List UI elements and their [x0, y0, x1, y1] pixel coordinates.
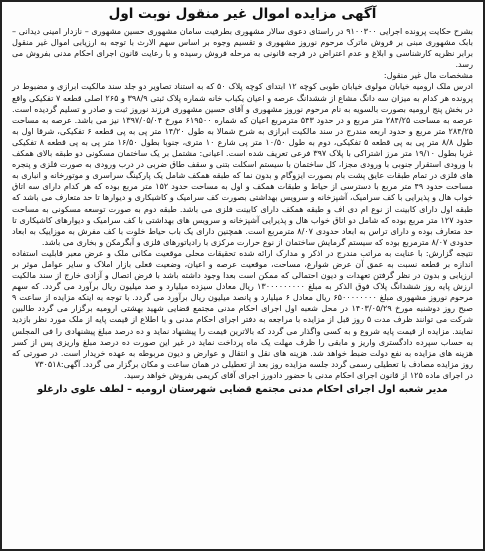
property-heading: مشخصات مال غیر منقول: — [383, 70, 473, 81]
signature-line: مدیر شعبه اول اجرای احکام مدنی مجتمع قضایی شهرستان ارومیه – لطف علوی دارغلو — [37, 384, 448, 395]
law-paragraph: در اجرای ماده ۱۲۵ از قانون اجرای احکام مدنی با حضور دادورز اجرای آقای کریمی بفروش خواهد رسید. — [124, 369, 473, 380]
property-description: ادرس ملک ارومیه خیابان مولوی خیابان طوبی کوچه ۱۲ ابتدای کوچه پلاک ۵۰ که به استناد تصاویر دو جلد سند مالکیت ابرازی و مضبوط در پرونده هر کدام به میزان سه دانگ مشاع از ششدانگ عرصه و اعیان یکباب خانه شماره پلاک ثبتی ۳۹۸/۹ و ۲۶۵ اصلی قطعه ۷ تفکیکی واقع در بخش پنج ارومیه بصورت بالسویه به نام مرحوم نوروز مشهوری و آقای حسین مشهوری فرزند نوروز ثبت و صادر و تسلیم گردیده است. عرصه به مساحت ۲۸۴/۲۵ متر مربع و در حدود ۵۴۳ مترمربع اعیان که شماره ۶۱۹۵۰۰ مورخ ۱۳۹۷/۰۵/۰۴ نیز می باشد. عرصه به مساحت ۲۸۴/۲۵ متر مربع و حدود اربعه مندرج در سند مالکیت ابرازی به شرح شمالا به طول ۱۴/۲۰ متر پی به پی قطعه ۶ تفکیکی، شرقا اول به طول ۸/۸ متر پی به پی قطعه ۵ تفکیکی، دوم به طول ۱۰/۵۰ متر پی شارع ۱۰ متری، جنوبا بطول ۱۶/۵۰ متر پی به پی قطعه ۸ تفکیکی غربا بطول ۱۹/۱۰ متر مرز اشتراکی با پلاک ۳۹۷ فرعی تعریف شده است. اعیانی: مشتمل بر یک ساختمان مسکونی دو طبقه بالای همکف با ورودی استقرار جنوبی با ورودی مجزا، کل ساختمان با سیستم اسکلت بتنی و سقف طاق ضربی در درب ورودی به صورت فلزی و پنجره های فلزی در تمام طبقات عایق پشت بام بصورت ایزوگام و بدون نما که طبقه همکف شامل یک پارکینگ سراسری و موتورخانه و انباری به مساحت حدود ۴۹ متر مربع با دسترسی از حیاط و طبقات همکف و اول به مساحت حدود ۱۵۲ متر مربع بوده که هر کدام دارای سه اتاق خواب هال و پذیرایی با کف سرامیک، آشپزخانه و سرویس بهداشتی بصورت کف سرامیک و کاشیکاری و دیوارها تا حد متعارف می باشد که طبقه اول دارای کابینت از نوع ام دی اف و طبقه همکف دارای کابینت فلزی می باشد. طبقه دوم به صورت توسعه مسکونی به مساحت حدود ۱۲۷ متر مربع بوده که شامل دو اتاق خواب هال و پذیرایی آشپزخانه و سرویس های بهداشتی با کف سرامیک و دیوارهای کاشیکاری تا حد متعارف بوده و دارای تراس به ابعاد حدودی ۸/۰۷ مترمربع است. همچنین دارای یک باب حیاط خلوت با کف مفرش به موزاییک به ابعاد حدودی ۸/۰۷ مترمربع بوده که سیستم گرمایش ساختمان از نوع حرارت مرکزی با رادیاتورهای فلزی و آبگرمکن و بخاری می باشد. — [12, 81, 474, 247]
notice-title: آگهی مزایده اموال غیر منقول نوبت اول — [108, 6, 377, 22]
conclusion-paragraph: نتیجه گزارش: با عنایت به مراتب مندرج در اذکر و مدارک ارائه شده تحقیقات محلی موقعیت مکانی ملک و عرض معبر قابلیت استفاده اندازه بر قطعه نسبت به عمق آن عرض شوارع، مساحت، موقعیت عرصه و اعیان، وضعیت فعلی بازار املاک و سایر عوامل موثر بر ارزیابی و بدون در نظر گرفتن تعهدات و دیون احتمالی که ممکن است بعدا وجود داشته باشد با فرض اتصال و آزادی خارج از سند مالکیت ارزش پایه روز ششدانگ پلاک فوق الذکر به مبلغ ۱۳۰۰۰۰۰۰۰۰۰ ریال معادل سیزده میلیارد و صد میلیون ریال برآورد می گردد. که سهم مرحوم نوروز مشهوری مبلغ ۶۵۰۰۰۰۰۰۰۰ ریال معادل ۶ میلیارد و پانصد میلیون ریال برآورد می گردد. با توجه به اینکه مزایده از ساعت ۹ صبح روز دوشنبه مورخ ۱۴۰۳/۰۵/۲۹ در محل شعبه اول اجرای احکام مدنی مجتمع قضایی شهید بهشتی ارومیه برگزار می گردد طالبین شرکت می توانند ظرف مدت ۵ روز قبل از مزایده با مراجعه به دفتر اجرای احکام مدنی و با اطلاع از قیمت پایه از ملک مورد نظر بازدید نمایند. مزایده از قیمت پایه شروع و به کسی واگذار می گردد که بالاترین قیمت را پیشنهاد نماید و ده درصد مبلغ پیشنهادی را فی المجلس به حساب سپرده دادگستری واریز و مابقی را ظرف مهلت یک ماه پرداخت نماید در غیر این صورت ده درصد مبلغ واریزی پس از کسر هزینه های مزایده به نفع دولت ضبط خواهد شد. هزینه های نقل و انتقال و عوارض و دیون مربوطه به عهده خریدار است. در صورتی که روز مزایده مصادف با تعطیلی رسمی گردد جلسه مزایده روز بعد از تعطیلی در همان ساعت و مکان برگزار می گردد. آگهی:۷۳۰۵۱۸ — [12, 247, 473, 369]
intro-paragraph: بشرح حکایت پرونده اجرایی ۹۱۰۰۳۰۰ در راستای دعوی سالار مشهوری بطرفیت سامان مشهوری حسین مشهوری – نازدار امینی دیدانی – بابک مشهوری مبنی بر فروش ماترک مرحوم نوروز مشهوری و تقسیم وجوه بر اساس سهم الارث با توجه به ارزیابی اموال غیر منقول برابر نظریه کارشناسی و ابلاغ و عدم اعتراض در فرجه قانونی به مرحله فروش رسیده و با رعایت قانون اجرای احکام مدنی بفروش می رسد. — [12, 26, 473, 70]
